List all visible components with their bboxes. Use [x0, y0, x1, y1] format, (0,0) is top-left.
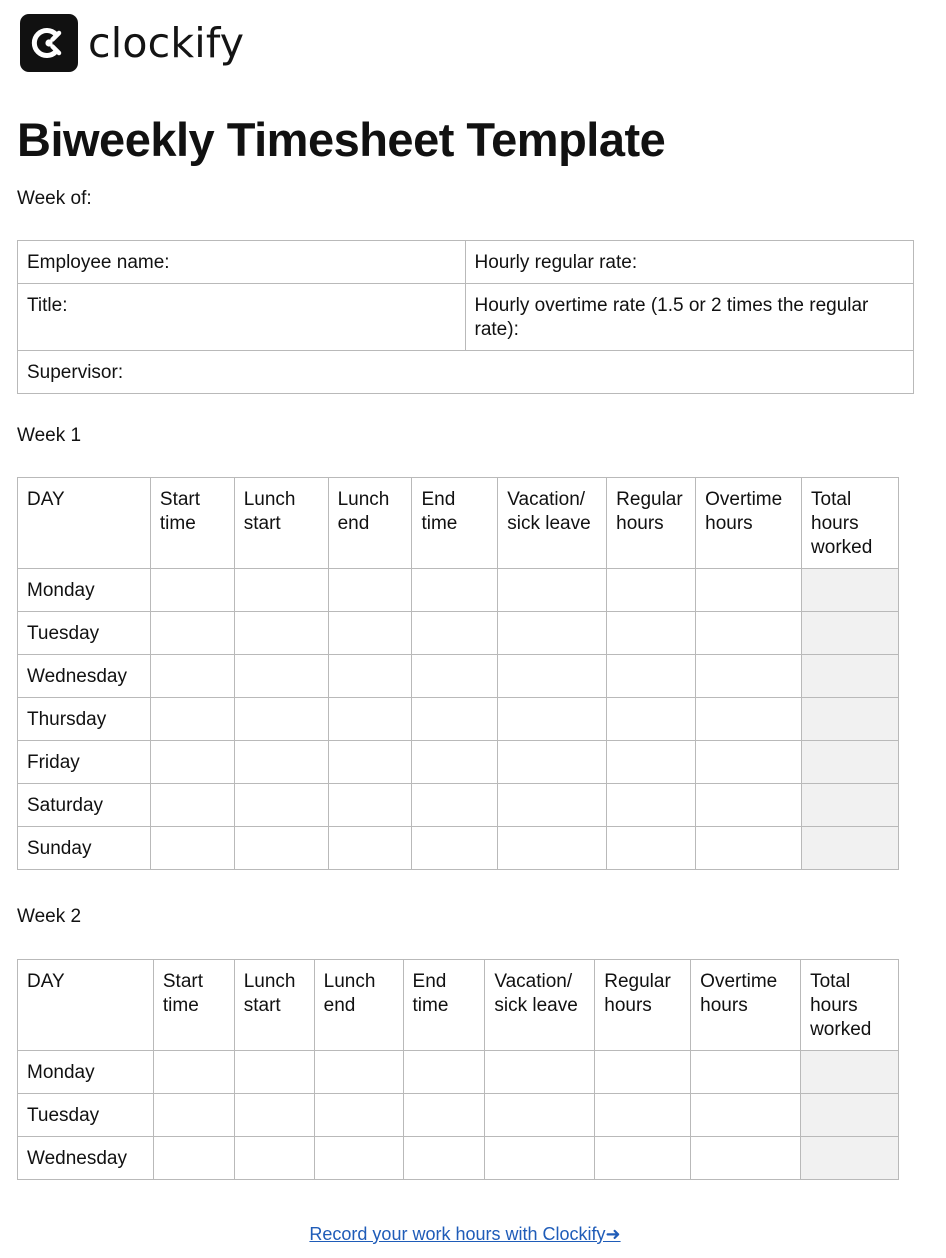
column-header: Lunch start	[234, 478, 328, 569]
time-entry-cell[interactable]	[691, 1051, 801, 1094]
day-row	[18, 1094, 899, 1137]
time-entry-cell[interactable]	[607, 741, 696, 784]
time-entry-cell[interactable]	[498, 741, 607, 784]
time-entry-cell[interactable]	[150, 655, 234, 698]
week-2-body	[18, 1051, 899, 1180]
total-hours-cell[interactable]	[802, 698, 899, 741]
total-hours-cell[interactable]	[801, 1094, 899, 1137]
time-entry-cell[interactable]	[696, 612, 802, 655]
time-entry-cell[interactable]	[314, 1137, 403, 1180]
time-entry-cell[interactable]	[696, 784, 802, 827]
time-entry-cell[interactable]	[595, 1094, 691, 1137]
time-entry-cell[interactable]	[234, 612, 328, 655]
time-entry-cell[interactable]	[696, 698, 802, 741]
time-entry-cell[interactable]	[607, 784, 696, 827]
day-label: Tuesday	[18, 612, 151, 655]
time-entry-cell[interactable]	[153, 1094, 234, 1137]
time-entry-cell[interactable]	[234, 1051, 314, 1094]
day-row	[18, 612, 899, 655]
total-hours-cell[interactable]	[801, 1051, 899, 1094]
time-entry-cell[interactable]	[234, 1137, 314, 1180]
hourly-regular-rate-cell[interactable]: Hourly regular rate:	[465, 241, 914, 284]
column-header: Lunch end	[328, 478, 412, 569]
time-entry-cell[interactable]	[485, 1137, 595, 1180]
time-entry-cell[interactable]	[150, 741, 234, 784]
time-entry-cell[interactable]	[234, 784, 328, 827]
time-entry-cell[interactable]	[498, 569, 607, 612]
day-label: Saturday	[18, 784, 151, 827]
hourly-overtime-rate-cell[interactable]: Hourly overtime rate (1.5 or 2 times the regular rate):	[465, 284, 914, 351]
column-header: Start time	[150, 478, 234, 569]
time-entry-cell[interactable]	[607, 569, 696, 612]
total-hours-cell[interactable]	[802, 569, 899, 612]
time-entry-cell[interactable]	[607, 698, 696, 741]
week-2-header-row	[18, 960, 899, 1051]
time-entry-cell[interactable]	[607, 655, 696, 698]
time-entry-cell[interactable]	[150, 612, 234, 655]
time-entry-cell[interactable]	[234, 741, 328, 784]
time-entry-cell[interactable]	[403, 1137, 485, 1180]
time-entry-cell[interactable]	[150, 784, 234, 827]
column-header: Lunch start	[234, 960, 314, 1051]
title-cell[interactable]: Title:	[18, 284, 466, 351]
day-label: Wednesday	[18, 655, 151, 698]
time-entry-cell[interactable]	[328, 827, 412, 870]
column-header: Start time	[153, 960, 234, 1051]
clockify-logo-icon	[20, 14, 78, 72]
time-entry-cell[interactable]	[498, 612, 607, 655]
time-entry-cell[interactable]	[696, 655, 802, 698]
column-header: Regular hours	[595, 960, 691, 1051]
time-entry-cell[interactable]	[412, 698, 498, 741]
employee-info-table	[17, 240, 914, 394]
day-row	[18, 784, 899, 827]
column-header: Vacation/ sick leave	[485, 960, 595, 1051]
day-label: Wednesday	[18, 1137, 154, 1180]
time-entry-cell[interactable]	[314, 1094, 403, 1137]
time-entry-cell[interactable]	[412, 569, 498, 612]
day-row	[18, 741, 899, 784]
week-1-label: Week 1	[17, 425, 82, 446]
day-row	[18, 698, 899, 741]
time-entry-cell[interactable]	[696, 827, 802, 870]
day-row	[18, 1051, 899, 1094]
column-header: Overtime hours	[691, 960, 801, 1051]
time-entry-cell[interactable]	[485, 1051, 595, 1094]
column-header: Total hours worked	[802, 478, 899, 569]
brand-name: clockify	[88, 19, 245, 67]
time-entry-cell[interactable]	[328, 612, 412, 655]
time-entry-cell[interactable]	[607, 827, 696, 870]
total-hours-cell[interactable]	[802, 655, 899, 698]
column-header: Total hours worked	[801, 960, 899, 1051]
clockify-logo	[20, 14, 244, 72]
column-header: DAY	[18, 478, 151, 569]
column-header: Lunch end	[314, 960, 403, 1051]
time-entry-cell[interactable]	[328, 655, 412, 698]
time-entry-cell[interactable]	[234, 698, 328, 741]
time-entry-cell[interactable]	[314, 1051, 403, 1094]
total-hours-cell[interactable]	[802, 741, 899, 784]
column-header: Regular hours	[607, 478, 696, 569]
time-entry-cell[interactable]	[595, 1051, 691, 1094]
day-label: Tuesday	[18, 1094, 154, 1137]
day-label: Friday	[18, 741, 151, 784]
day-row	[18, 1137, 899, 1180]
week-1-table	[17, 477, 899, 870]
day-label: Monday	[18, 569, 151, 612]
time-entry-cell[interactable]	[412, 655, 498, 698]
total-hours-cell[interactable]	[801, 1137, 899, 1180]
time-entry-cell[interactable]	[691, 1137, 801, 1180]
week-of-label: Week of:	[17, 188, 92, 209]
time-entry-cell[interactable]	[403, 1094, 485, 1137]
time-entry-cell[interactable]	[412, 784, 498, 827]
time-entry-cell[interactable]	[328, 698, 412, 741]
time-entry-cell[interactable]	[412, 612, 498, 655]
column-header: End time	[412, 478, 498, 569]
day-row	[18, 655, 899, 698]
time-entry-cell[interactable]	[153, 1051, 234, 1094]
time-entry-cell[interactable]	[498, 655, 607, 698]
day-label: Monday	[18, 1051, 154, 1094]
week-1-body	[18, 569, 899, 870]
time-entry-cell[interactable]	[696, 741, 802, 784]
time-entry-cell[interactable]	[412, 741, 498, 784]
time-entry-cell[interactable]	[150, 698, 234, 741]
total-hours-cell[interactable]	[802, 827, 899, 870]
week-2-label: Week 2	[17, 906, 82, 927]
total-hours-cell[interactable]	[802, 784, 899, 827]
time-entry-cell[interactable]	[412, 827, 498, 870]
column-header: Overtime hours	[696, 478, 802, 569]
day-row	[18, 827, 899, 870]
column-header: End time	[403, 960, 485, 1051]
total-hours-cell[interactable]	[802, 612, 899, 655]
time-entry-cell[interactable]	[498, 698, 607, 741]
record-hours-link[interactable]: Record your work hours with Clockify➜	[309, 1224, 621, 1244]
time-entry-cell[interactable]	[498, 784, 607, 827]
time-entry-cell[interactable]	[328, 741, 412, 784]
week-1-header-row	[18, 478, 899, 569]
time-entry-cell[interactable]	[607, 612, 696, 655]
time-entry-cell[interactable]	[485, 1094, 595, 1137]
time-entry-cell[interactable]	[498, 827, 607, 870]
column-header: DAY	[18, 960, 154, 1051]
employee-name-cell[interactable]: Employee name:	[18, 241, 466, 284]
time-entry-cell[interactable]	[234, 569, 328, 612]
time-entry-cell[interactable]	[150, 827, 234, 870]
supervisor-cell[interactable]: Supervisor:	[18, 351, 914, 394]
time-entry-cell[interactable]	[595, 1137, 691, 1180]
day-row	[18, 569, 899, 612]
time-entry-cell[interactable]	[328, 569, 412, 612]
time-entry-cell[interactable]	[153, 1137, 234, 1180]
time-entry-cell[interactable]	[691, 1094, 801, 1137]
time-entry-cell[interactable]	[696, 569, 802, 612]
cta-container	[0, 1224, 930, 1245]
page-title: Biweekly Timesheet Template	[17, 113, 666, 166]
column-header: Vacation/ sick leave	[498, 478, 607, 569]
time-entry-cell[interactable]	[234, 655, 328, 698]
week-2-table	[17, 959, 899, 1180]
time-entry-cell[interactable]	[234, 827, 328, 870]
day-label: Thursday	[18, 698, 151, 741]
time-entry-cell[interactable]	[328, 784, 412, 827]
time-entry-cell[interactable]	[150, 569, 234, 612]
time-entry-cell[interactable]	[234, 1094, 314, 1137]
day-label: Sunday	[18, 827, 151, 870]
time-entry-cell[interactable]	[403, 1051, 485, 1094]
